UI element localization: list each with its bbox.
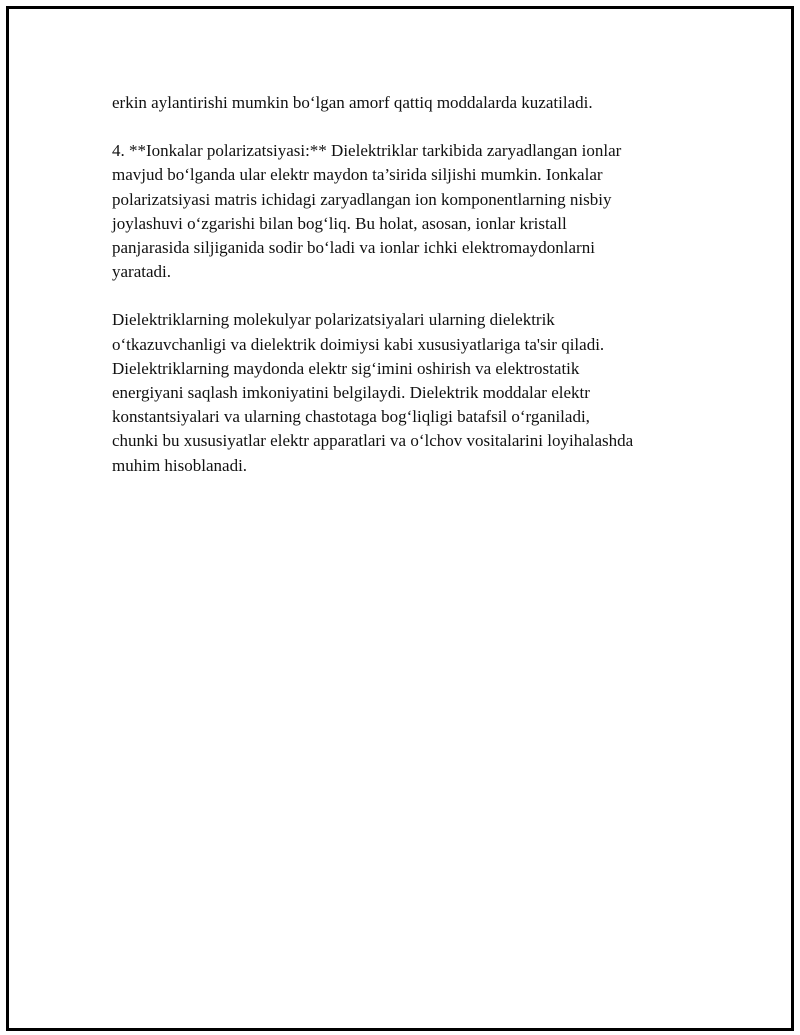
text-line: polarizatsiyasi matris ichidagi zaryadlangan ion komponentlarning nisbiy [112,189,612,209]
text-line: o‘tkazuvchanligi va dielektrik doimiysi kabi xususiyatlariga ta'sir qiladi. [112,334,605,354]
text-line: mavjud bo‘lganda ular elektr maydon ta’sirida siljishi mumkin. Ionkalar [112,165,603,185]
text-line: Dielektriklarning maydonda elektr sig‘imini oshirish va elektrostatik [112,358,580,378]
text-line: panjarasida siljiganida sodir bo‘ladi va ionlar ichki elektromaydonlarni [112,238,595,258]
text-line: joylashuvi o‘zgarishi bilan bog‘liq. Bu holat, asosan, ionlar kristall [112,213,567,233]
text-line: erkin aylantirishi mumkin bo‘lgan amorf qattiq moddalarda kuzatiladi. [112,93,593,112]
text-line: konstantsiyalari va ularning chastotaga bog‘liqligi batafsil o‘rganiladi, [112,407,590,427]
text-line: yaratadi. [112,262,171,282]
document-body [112,91,692,502]
text-line: 4. **Ionkalar polarizatsiyasi:** Dielektriklar tarkibida zaryadlangan ionlar [112,141,622,161]
text-line: Dielektriklarning molekulyar polarizatsiyalari ularning dielektrik [112,310,555,330]
paragraph-3 [112,308,692,477]
text-line: energiyani saqlash imkoniyatini belgilaydi. Dielektrik moddalar elektr [112,383,590,403]
text-line: chunki bu xususiyatlar elektr apparatlari va o‘lchov vositalarini loyihalashda [112,431,634,451]
paragraph-2 [112,139,692,284]
paragraph-1 [112,91,692,115]
text-line: muhim hisoblanadi. [112,455,248,475]
